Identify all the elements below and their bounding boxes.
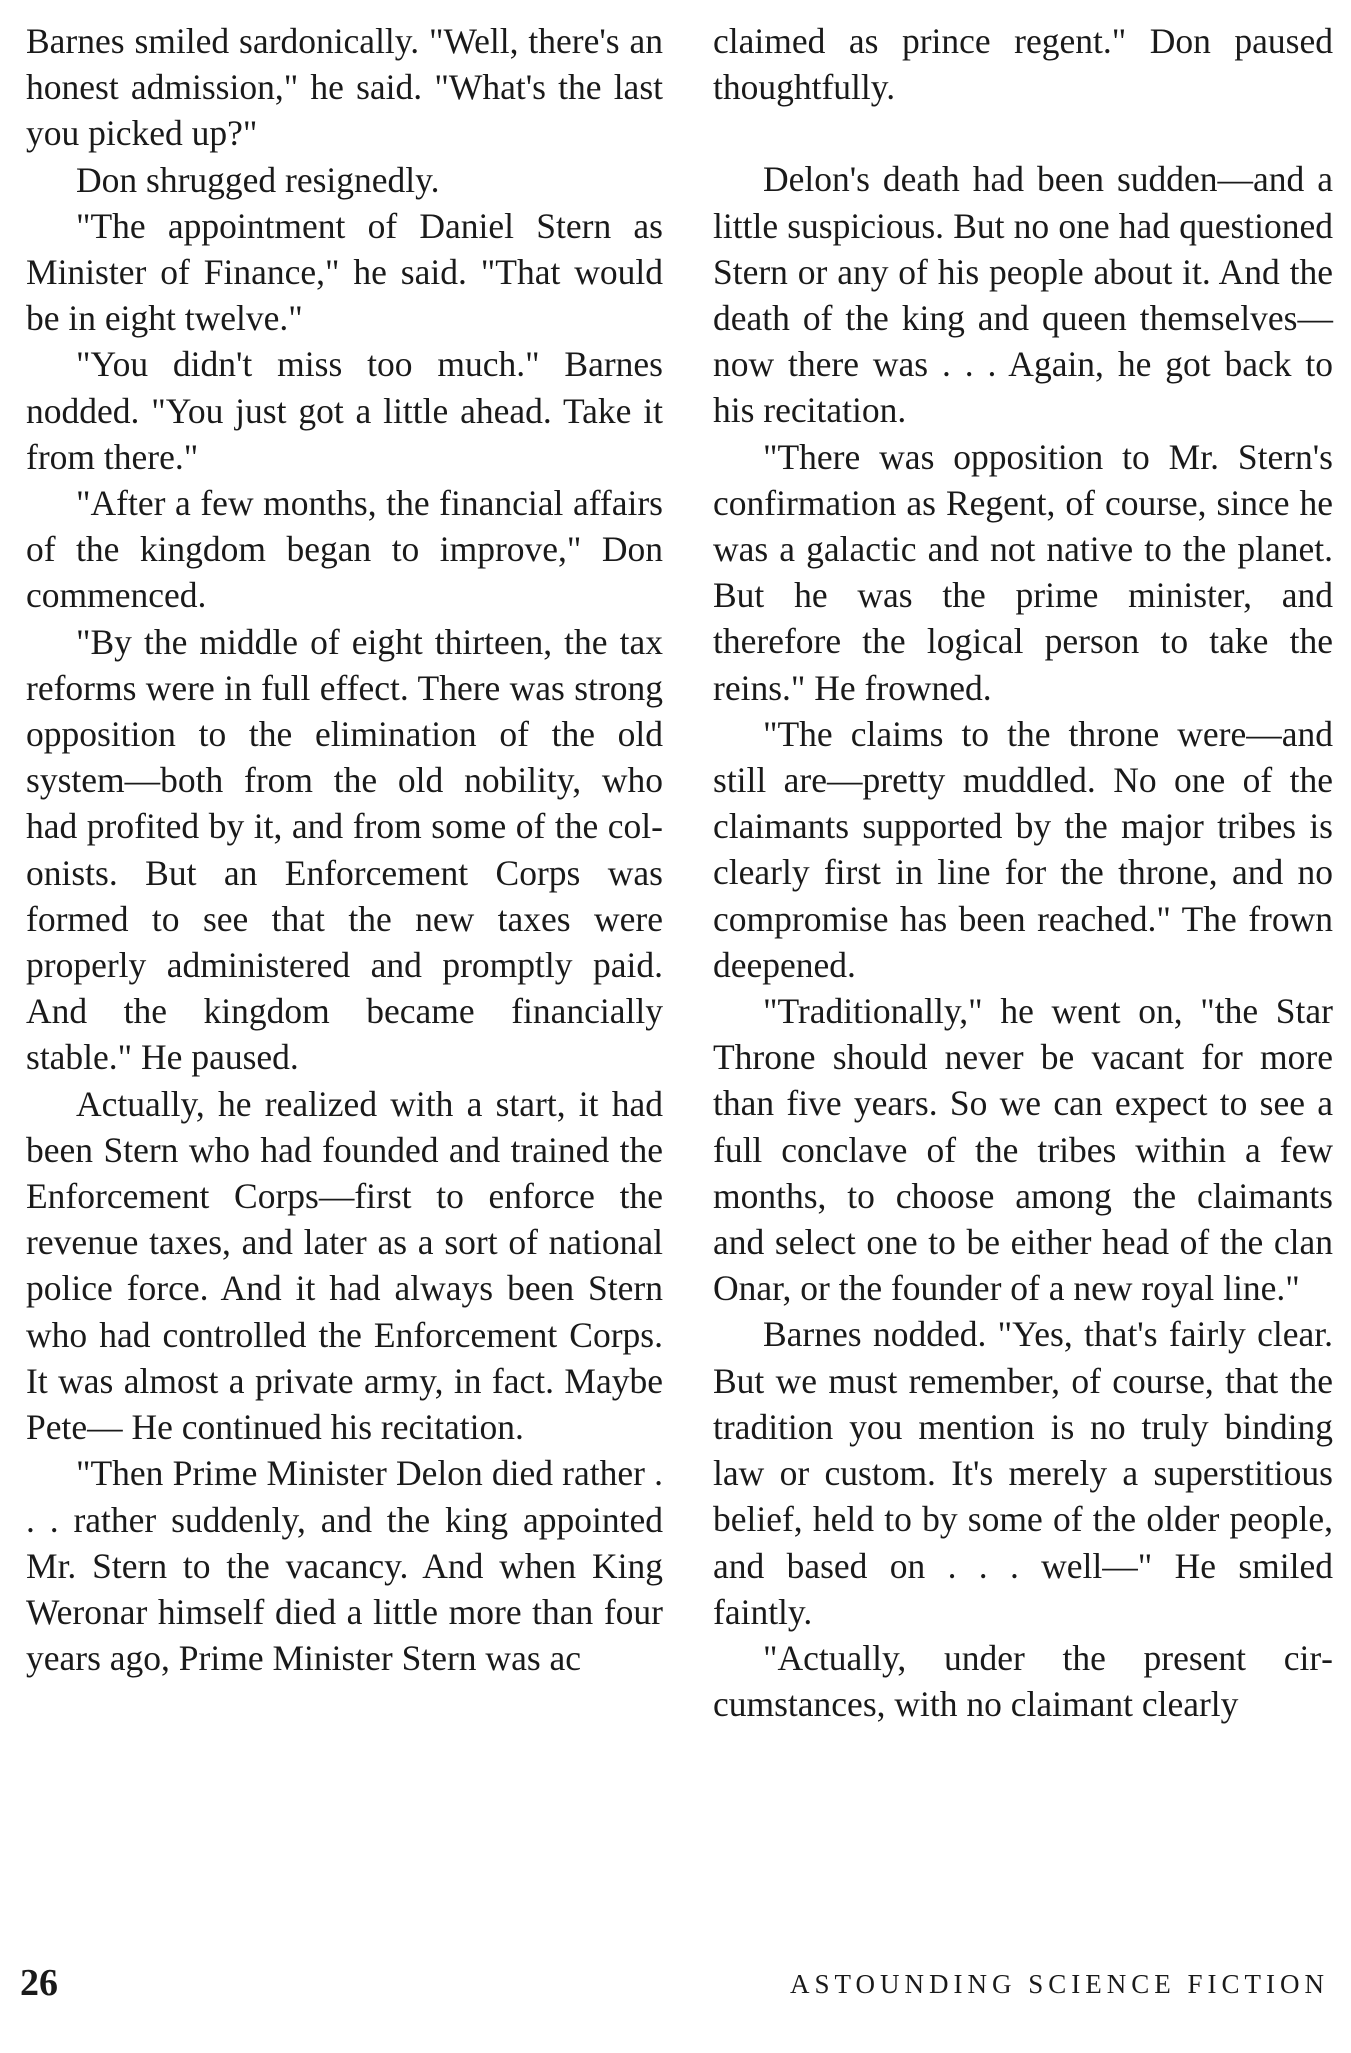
paragraph: "Then Prime Minister Delon died rather . . . rather suddenly, and the king appointed Mr. Stern to the vacancy. And when King Weronar himself died a little more than four years ago, Prime Minister Stern was ac: [26, 1453, 663, 1679]
paragraph: Delon's death had been sudden—and a little suspicious. But no one had questioned Stern or any of his people about it. And the death of the king and queen themselves—now there was . . . Again, he got back to his recitation.: [713, 159, 1333, 431]
paragraph: Actually, he realized with a start, it had been Stern who had founded and trained the Enforcement Corps—first to enforce the revenue taxes, and later as a sort of national police force. And it had always been Stern who had controlled the Enforcement Corps. It was almost a private army, in fact. Maybe Pete— He continued his recitation.: [26, 1083, 663, 1448]
paragraph: "By the middle of eight thirteen, the tax reforms were in full effect. There was strong opposition to the elimination of the old system—both from the old nobility, who had profited by it, and from some of the colonists. But an Enforcement Corps was formed to see that the new taxes were properly administered and promptly paid. And the kingdom became financially stable." He paused.: [26, 621, 663, 1078]
page-footer: [20, 1958, 1329, 2008]
paragraph: "You didn't miss too much." Barnes nodded. "You just got a little ahead. Take it from there.": [26, 344, 663, 477]
right-text-column: [713, 18, 1333, 1727]
paragraph: "The appointment of Daniel Stern as Minister of Finance," he said. "That would be in eight twelve.": [26, 205, 663, 339]
paragraph: "After a few months, the financial affairs of the kingdom began to improve," Don commenced.: [26, 483, 663, 616]
paragraph: claimed as prince regent." Don paused thoughtfully.: [713, 21, 1333, 108]
paragraph: "There was opposition to Mr. Stern's confirmation as Regent, of course, since he was a galactic and not native to the planet. But he was the prime minister, and therefore the logical person to take the reins." He frowned.: [713, 436, 1333, 708]
paragraph: "Traditionally," he went on, "the Star Throne should never be vacant for more than five years. So we can expect to see a full conclave of the tribes within a few months, to choose among the claimants and select one to be either head of the clan Onar, or the founder of a new royal line.": [713, 991, 1333, 1309]
paragraph: Barnes smiled sardonically. "Well, there's an honest admission," he said. "What's the last you picked up?": [26, 21, 663, 154]
paragraph: Don shrugged resignedly.: [76, 159, 440, 200]
page-number: 26: [20, 1962, 58, 2004]
paragraph: "The claims to the throne were—and still are—pretty muddled. No one of the claimants supported by the major tribes is clearly first in line for the throne, and no compromise has been reached." The frown deepened.: [713, 713, 1333, 985]
paragraph: "Actually, under the present circumstances, with no claimant clearly: [713, 1637, 1333, 1725]
paragraph: Barnes nodded. "Yes, that's fairly clear. But we must remember, of course, that the tradition you mention is no truly binding law or custom. It's merely a superstitious belief, held to by some of the older people, and based on . . . well—" He smiled faintly.: [713, 1314, 1333, 1632]
left-text-column: [26, 18, 663, 1681]
magazine-title: ASTOUNDING SCIENCE FICTION: [789, 1969, 1329, 1999]
